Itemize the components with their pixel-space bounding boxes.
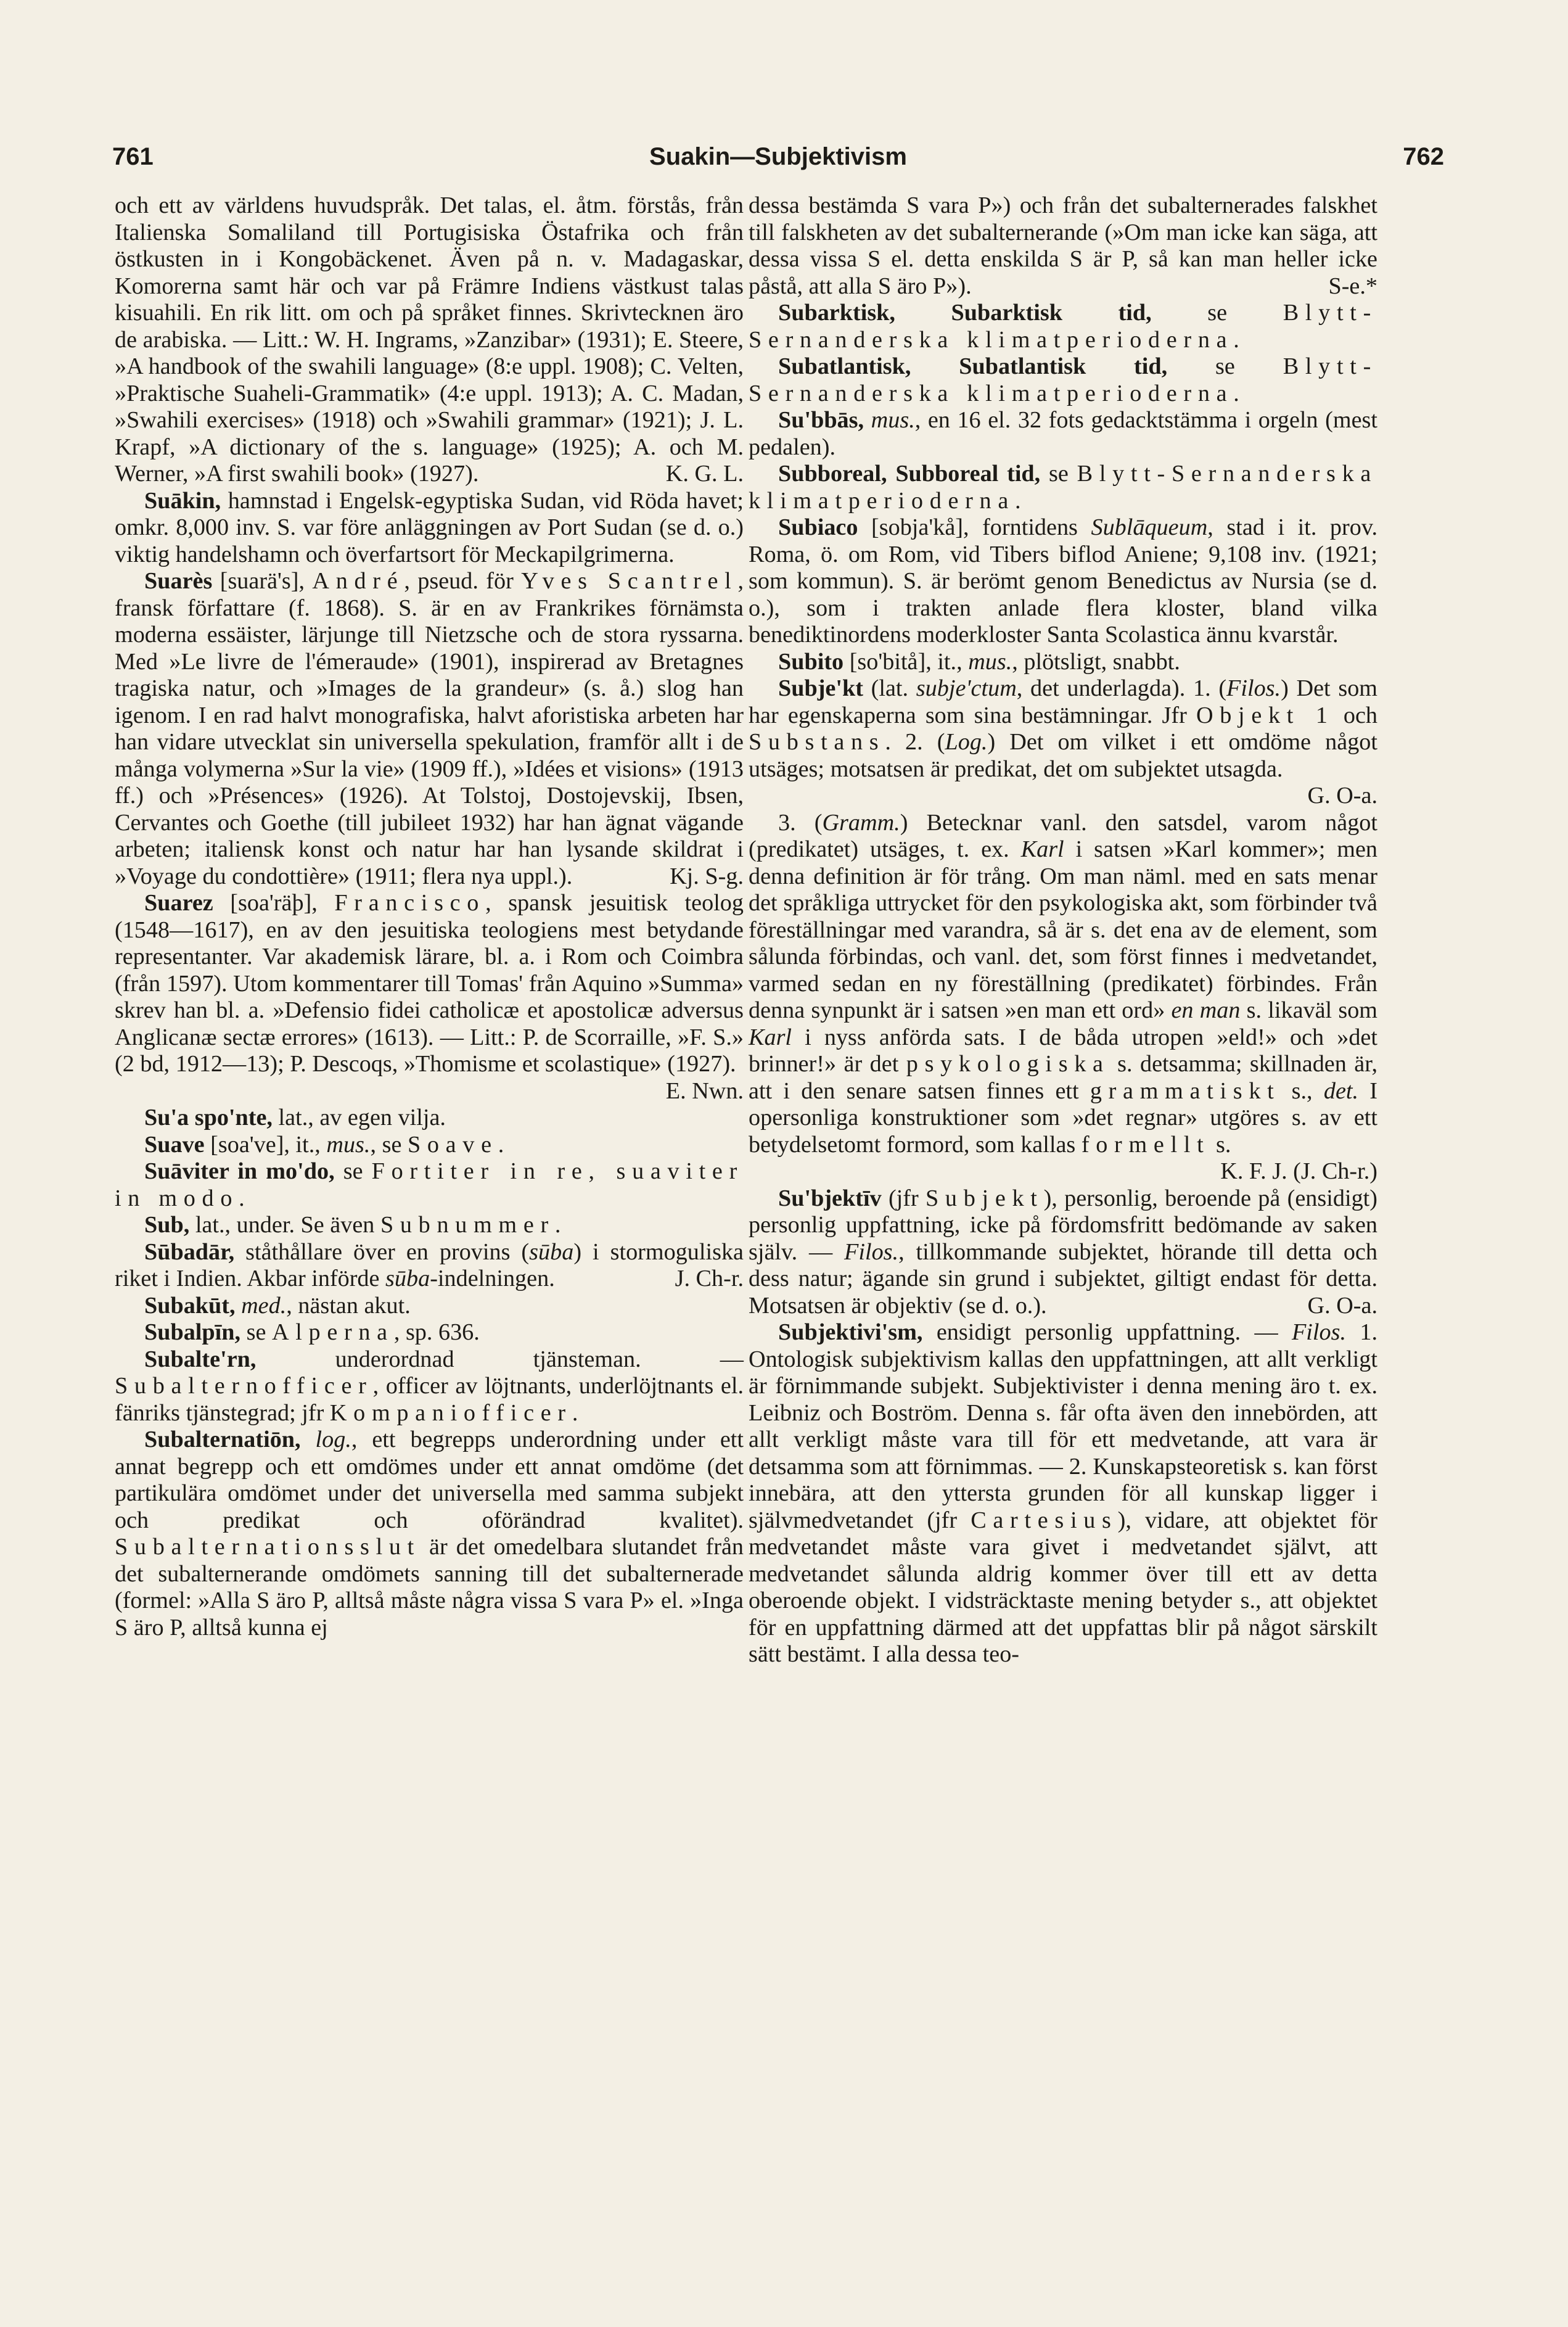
author-signature: S-e.* xyxy=(1328,273,1377,299)
headword: Suave xyxy=(144,1131,205,1158)
right-page-number: 762 xyxy=(1403,143,1444,170)
author-signature: G. O-a. xyxy=(1307,783,1377,809)
headword: Su'bjektīv xyxy=(778,1185,882,1211)
left-page-number: 761 xyxy=(112,143,154,170)
left-column xyxy=(115,192,744,1641)
entry-swahili-continuation: och ett av världens huvudspråk. Det talas, el. åtm. förstås, från Italienska Somaliland till Portugisiska Östafrika och från östkusten in i Kongobäckenet. Även på n. v. Madagaskar, Komorerna samt här och var på Främre Indiens västkust talas kisuahili. En rik litt. om och på språket finnes. Skrivtecknen äro de arabiska. — Litt.: W. H. Ingrams, »Zanzibar» (1931); E. Steere, »A handbook of the swahili language» (8:e uppl. 1908); C. Velten, »Praktische Suaheli-Grammatik» (4:e uppl. 1913); A. C. Madan, »Swahili exercises» (1918) och »Swahili grammar» (1921); J. L. Krapf, »A dictionary of the s. language» (1925); A. och M. Werner, »A first swahili book» (1927). K. G. L. xyxy=(115,192,744,487)
headword: Subalte'rn, xyxy=(144,1346,257,1372)
headword: Su'bbās, xyxy=(778,407,864,433)
author-signature: Kj. S-g. xyxy=(670,863,744,889)
headword: Subito xyxy=(778,648,844,675)
headword: Su'a spo'nte, xyxy=(144,1105,273,1131)
entry-subjektiv: Su'bjektīv (jfr Subjekt), personlig, beroende på (ensidigt) personlig uppfattning, icke på fördomsfritt bedömande av saken själv. — Filos., tillkommande subjektet, hörande till detta och dess natur; ägande sin grund i subjektet, giltigt endast för detta. Motsatsen är objektiv (se d. o.). G. O-a. xyxy=(749,1185,1377,1319)
entry-suarez: Suarez [soa'räþ], Francisco, spansk jesuitisk teolog (1548—1617), en av den jesuitiska teologiens mest betydande representanter. Var akademisk lärare, bl. a. i Rom och Coimbra (från 1597). Utom kommentarer till Tomas' från Aquino »Summa» skrev han bl. a. »Defensio fidei catholicæ et apostolicæ adversus Anglicanæ sectæ errores» (1613). — Litt.: P. de Scorraille, »F. S.» (2 bd, 1912—13); P. Descoqs, »Thomisme et scolastique» (1927). E. Nwn. xyxy=(115,890,744,1104)
entry-subalternation: Subalternatiōn, log., ett begrepps underordning under ett annat begrepp och ett omdömes under ett annat omdöme (det partikulära omdömet under det universella med samma subjekt och predikat och oförändrad kvalitet). Subalternationsslut är det omedelbara slutandet från det subalternerande omdömets sanning till det subalternerade (formel: »Alla S äro P, alltså måste några vissa S vara P» el. »Inga S äro P, alltså kunna ej xyxy=(115,1427,744,1641)
entry-subito: Subito [so'bitå], it., mus., plötsligt, snabbt. xyxy=(778,648,1180,675)
author-signature: J. Ch-r. xyxy=(675,1266,744,1291)
entry-subjekt-grammar: 3. (Gramm.) Betecknar vanl. den satsdel, varom något (predikatet) utsäges, t. ex. Karl i satsen »Karl kommer»; men denna definition är för trång. Om man näml. med en sats menar det språkliga uttrycket för den psykologiska akt, som förbinder två föreställningar med varandra, så är s. det ena av de element, som sålunda förbindas, och vanl. det, som först finnes i medvetandet, varmed sedan en ny föreställning (predikatet) förbindes. Från denna synpunkt är i satsen »en man ett ord» en man s. likaväl som Karl i nyss anförda sats. I de båda utropen »eld!» och »det brinner!» är det psykologiska s. detsamma; skillnaden är, att i den senare satsen finnes ett grammatiskt s., det. I opersonliga konstruktioner som »det regnar» utgöres s. av ett betydelsetomt formord, som kallas formellt s. K. F. J. (J. Ch-r.) xyxy=(749,809,1378,1184)
entry-subiaco: Subiaco [sobja'kå], forntidens Sublāqueum, stad i it. prov. Roma, ö. om Rom, vid Tibers biflod Aniene; 9,108 inv. (1921; som kommun). S. är berömt genom Benedictus av Nursia (se d. o.), som i trakten anlade flera kloster, bland vilka benediktinordens moderkloster Santa Scolastica ännu kvarstår. xyxy=(749,514,1377,648)
entry-subarktisk: Subarktisk, Subarktisk tid, se Blytt-Sernanderska klimatperioderna. xyxy=(749,300,1377,353)
headword: Subboreal, Subboreal tid, xyxy=(778,461,1041,487)
headword: Subiaco xyxy=(778,514,858,540)
entry-sua-sponte: Su'a spo'nte, lat., av egen vilja. xyxy=(144,1105,446,1131)
entry-sub: Sub, lat., under. Se även Subnummer. xyxy=(144,1212,561,1238)
headword: Sub, xyxy=(144,1212,190,1238)
running-title: Suakin—Subjektivism xyxy=(649,143,907,170)
entry-subjektivism: Subjektivi'sm, ensidigt personlig uppfattning. — Filos. 1. Ontologisk subjektivism kallas den uppfattningen, att allt verkligt är förnimmande subjekt. Subjektivister i denna mening äro t. ex. Leibniz och Boström. Denna s. får ofta även den innebörden, att allt verkligt måste vara till för ett medvetande, att vara är detsamma som att förnimmas. — 2. Kunskapsteoretisk s. kan först innebära, att den yttersta grunden för all kunskap ligger i självmedvetandet (jfr Cartesius), vidare, att objektet för medvetandet måste vara givet i medvetandet självt, att medvetandet sålunda aldrig kommer över till ett av detta oberoende objekt. I vidsträcktaste mening betyder s., att objektet för en uppfattning därmed att det uppfattas blir på något särskilt sätt bestämt. I alla dessa teo- xyxy=(749,1319,1377,1667)
entry-subadar: Sūbadār, ståthållare över en provins (sūba) i stormoguliska riket i Indien. Akbar införde sūba-indelningen. J. Ch-r. xyxy=(115,1238,744,1291)
entry-subatlantisk: Subatlantisk, Subatlantisk tid, se Blytt-Sernanderska klimatperioderna. xyxy=(749,353,1377,406)
headword: Suarès xyxy=(144,568,213,594)
entry-suares: Suarès [suarä's], André, pseud. för Yves Scantrel, fransk författare (f. 1868). S. är en av Frankrikes förnämsta moderna essäister, lärjunge till Nietzsche och de stora ryssarna. Med »Le livre de l'émeraude» (1901), inspirerad av Bretagnes tragiska natur, och »Images de la grandeur» (s. å.) slog han igenom. I en rad halvt monografiska, halvt aforistiska arbeten har han vidare utvecklat sin universella spekulation, framför allt i de många volymerna »Sur la vie» (1909 ff.), »Idées et visions» (1913 ff.) och »Présences» (1926). At Tolstoj, Dostojevskij, Ibsen, Cervantes och Goethe (till jubileet 1932) har han ägnat vägande arbeten; italiensk konst och natur har han lysande skildrat i »Voyage du condottière» (1911; flera nya uppl.). Kj. S-g. xyxy=(115,568,744,889)
headword: Subarktisk, Subarktisk tid, xyxy=(778,300,1152,326)
author-signature: K. F. J. (J. Ch-r.) xyxy=(1220,1158,1377,1184)
entry-suakin: Suākin, hamnstad i Engelsk-egyptiska Sudan, vid Röda havet; omkr. 8,000 inv. S. var före anläggningen av Port Sudan (se d. o.) viktig handelshamn och överfartsort för Meckapilgrimerna. xyxy=(115,487,744,567)
entry-subaltern: Subalte'rn, underordnad tjänsteman. — Subalternofficer, officer av löjtnants, underlöjtnants el. fänriks tjänstegrad; jfr Kompaniofficer. xyxy=(115,1346,744,1426)
page-header xyxy=(112,143,1444,180)
headword: Subakūt, xyxy=(144,1292,236,1319)
headword: Subje'kt xyxy=(778,675,863,701)
entry-subakut: Subakūt, med., nästan akut. xyxy=(144,1292,411,1319)
entry-suave: Suave [soa've], it., mus., se Soave. xyxy=(144,1131,504,1158)
entry-subbas: Su'bbās, mus., en 16 el. 32 fots gedacktstämma i orgeln (mest pedalen). xyxy=(749,407,1378,460)
headword: Subalternatiōn, xyxy=(144,1427,301,1452)
author-signature: E. Nwn. xyxy=(665,1077,744,1104)
headword: Subatlantisk, Subatlantisk tid, xyxy=(778,353,1168,379)
headword: Subalpīn, xyxy=(144,1319,241,1345)
headword: Subjektivi'sm, xyxy=(778,1319,923,1345)
headword: Suarez xyxy=(144,890,213,916)
headword: Sūbadār, xyxy=(144,1238,235,1265)
entry-subjekt: Subje'kt (lat. subje'ctum, det underlagda). 1. (Filos.) Det som har egenskaperna som sina bestämningar. Jfr Objekt 1 och Substans. 2. (Log.) Det om vilket i ett omdöme något utsäges; motsatsen är predikat, det om subjektet utsagda. G. O-a. xyxy=(749,675,1378,809)
entry-suaviter: Suāviter in mo'do, se Fortiter in re, suaviter in modo. xyxy=(115,1158,744,1211)
author-signature: K. G. L. xyxy=(665,461,744,487)
entry-subalpin: Subalpīn, se Alperna, sp. 636. xyxy=(144,1319,480,1345)
entry-subboreal: Subboreal, Subboreal tid, se Blytt-Sernanderska klimatperioderna. xyxy=(749,461,1378,514)
headword: Suākin, xyxy=(144,487,221,514)
right-column xyxy=(749,192,1377,1668)
author-signature: G. O-a. xyxy=(1307,1292,1377,1319)
headword: Suāviter in mo'do, xyxy=(144,1158,335,1184)
entry-subalternation-continuation: dessa bestämda S vara P») och från det subalternerades falskhet till falskheten av det subalternerande (»Om man icke kan säga, att dessa vissa S el. detta enskilda S är P, så kan man heller icke påstå, att alla S äro P»). S-e.* xyxy=(749,192,1377,299)
